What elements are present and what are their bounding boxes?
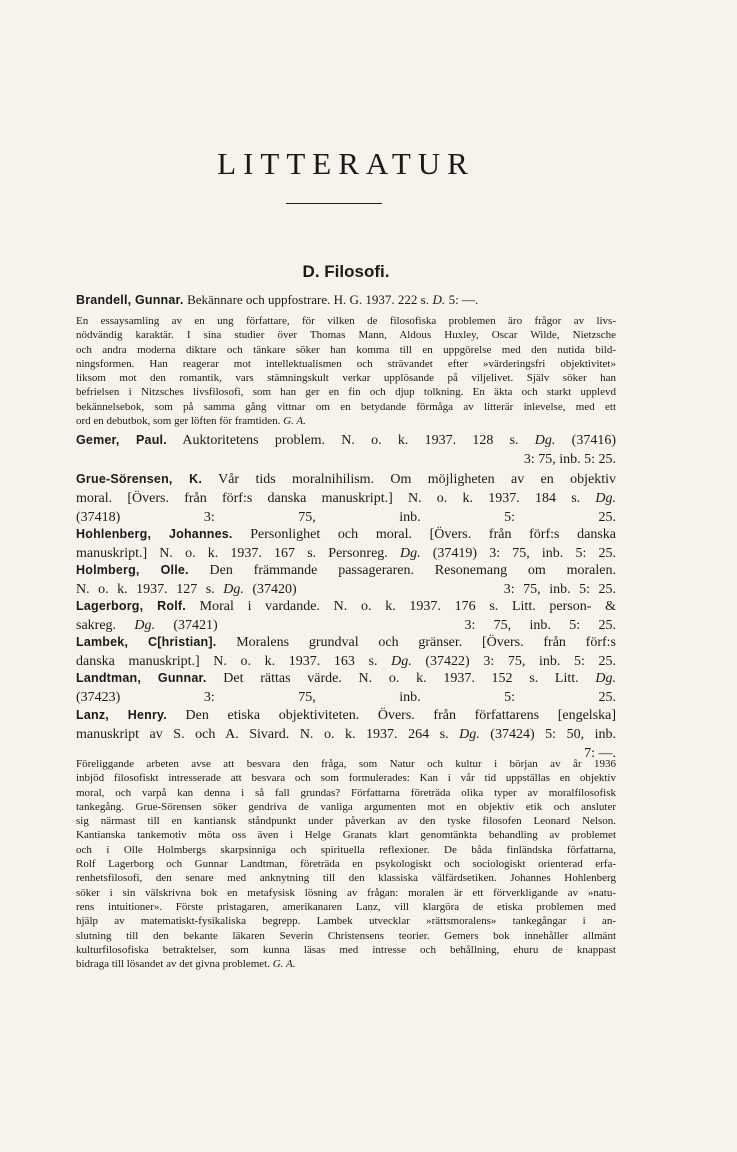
entry-hohlenberg [76,525,616,563]
entry-class-code: Dg. [595,671,616,686]
review-line: kulturfilosofiska betraktelser, som kunna läsas med intresse och behållning, ehuru de knappast [76,943,616,956]
review-brandell [76,314,616,428]
entry-brandell [76,290,616,309]
entry-title-cont: danska manuskript.] N. o. k. 1937. 163 s. [76,654,378,669]
review-signature: G. A. [272,958,296,971]
section-heading: D. Filosofi. [302,262,390,281]
entry-number: (37416) [571,433,616,448]
review-line: bekännelsebok, som på samma gång vittnar om en betydande förmåga av litterär inlevelse, med ett [76,400,616,413]
document-page [76,0,616,1152]
entry-landtman [76,669,616,707]
review-line: En essaysamling av en ung författare, för vilken de filosofiska problemen äro frågor av livs- [76,315,616,327]
entry-title: Personlighet och moral. [Övers. från förf:s danska [250,527,616,542]
entry-number: (37423) [76,690,121,705]
entry-lagerborg [76,597,616,635]
entry-title-cont: moral. [Övers. från förf:s danska manuskript.] N. o. k. 1937. 184 s. [76,491,581,506]
entry-price: 3: 75, inb. 5: 25. [483,654,616,669]
review-text: bidraga till lösandet av det givna problemet. [76,958,270,971]
entry-price-bound: 7: —. [584,746,616,761]
entry-title-cont: manuskript.] N. o. k. 1937. 167 s. Personreg. [76,546,388,561]
review-line: Kantianska tankemotiv möta oss även i Helge Granats klart genomtänkta behandling av problemet [76,829,616,842]
entry-title: Moralens grundval och gränser. [Övers. från förf:s [236,635,616,650]
entry-author: Grue-Sörensen, K. [76,472,202,486]
review-line: befrielsen i Nitzsches livsfilosofi, som han ger en fin och djup tolkning. En äkta och starkt upplevd [76,386,616,399]
entry-number: (37422) [425,654,470,669]
review-line: slutning till den bekante läkaren Severin Christensens teorier. Gemers bok innehåller allmänt [76,929,616,942]
entry-price: 3: 75, inb. 5: 25. [489,546,616,561]
review-line: moral, och varpå kan denna i så fall grundas? Författarna företräda olika typer av moralfilosofisk [76,786,616,799]
entry-number: (37419) [432,546,478,561]
entry-title: Den etiska objektiviteten. Övers. från författarens [engelska] [185,708,616,723]
entry-number: (37421) [173,618,218,633]
review-line: söker i sin välskrivna bok en metafysisk lösning av frågan: moralen är ett förverkligande av »natu- [76,886,616,899]
entry-price: 5: —. [448,292,479,307]
entry-author: Gemer, Paul. [76,433,167,447]
entry-number: (37424) [490,727,535,742]
entry-class-code: Dg. [134,618,156,633]
review-line: rens intuitioner». Förste pristagaren, amerikanaren Lanz, vill klargöra de etiska problemen med [76,900,616,913]
review-line: ningsformen. Han reagerar mot intellektualismen och strävandet efter »värderingsfri objektivitet» [76,357,616,370]
entry-author: Holmberg, Olle. [76,563,189,577]
entry-grue-sorensen [76,470,616,527]
entry-number: (37420) [252,582,297,597]
entry-title: Vår tids moralnihilism. Om möjligheten av en objektiv [218,472,616,487]
review-line: renhetsfilosofi, den senare med anknytning till den klassiska välfärdsetiken. Johannes Hohlenberg [76,872,616,885]
entry-class-code: Dg. [223,582,244,597]
entry-title: Moral i vardande. N. o. k. 1937. 176 s. Litt. person- & [199,599,616,614]
entry-class-code: Dg. [399,546,421,561]
entry-holmberg [76,561,616,599]
entry-author: Brandell, Gunnar. [76,293,184,307]
entry-title: Det rättas värde. N. o. k. 1937. 152 s. Litt. [223,671,579,686]
entry-class-code: Dg. [595,491,616,506]
title-divider [286,203,382,204]
entry-title-cont: manuskript av S. och A. Sivard. N. o. k. 1937. 264 s. [76,727,449,742]
review-text: ord en debutbok, som ger löften för framtiden. [76,415,281,428]
entry-price: 3: 75, inb. 5: 25. [523,452,616,467]
review-line: Föreliggande arbeten avse att besvara den fråga, som Natur och kultur i början av år 1936 [76,758,616,770]
entry-title: Auktoritetens problem. N. o. k. 1937. 128 s. [182,433,519,448]
entry-author: Lanz, Henry. [76,708,167,722]
page-title: LITTERATUR [217,146,475,181]
entry-class-code: Dg. [459,727,480,742]
review-signature: G. A. [283,415,306,428]
entry-gemer [76,431,616,469]
entry-price: 3: 75, inb. 5: 25. [203,690,616,705]
entry-price: 3: 75, inb. 5: 25. [503,582,616,597]
entry-bibliography: Bekännare och uppfostrare. H. G. 1937. 222 s. [187,292,429,307]
review-line: hjälp av matematiskt-fysikaliska begrepp. Lambek utvecklar »rättsmoralens» tankegångar i an- [76,915,616,928]
entry-author: Hohlenberg, Johannes. [76,527,233,541]
entry-lambek [76,633,616,671]
review-collective [76,757,616,971]
review-line: nödvändig karaktär. I sina studier över Thomas Mann, Aldous Huxley, Oscar Wilde, Nietzsche [76,329,616,342]
review-line: sig närmast till en kantiansk ståndpunkt under påverkan av den tyske filosofen Leonard Nelson. [76,815,616,828]
entry-class-code: Dg. [534,433,556,448]
review-line: tankegång. Grue-Sörensen söker gendriva de vanliga argumenten mot en objektiv etik och ansluter [76,800,616,813]
entry-class-code: Dg. [391,654,412,669]
entry-title-cont: sakreg. [76,618,117,633]
review-line: liksom mot den romantik, vars stämningskult verkar upplösande på viljelivet. Själv söker han [76,372,616,385]
entry-title: Den främmande passageraren. Resonemang om moralen. [209,563,616,578]
review-line: och andra moderna diktare och tänkare söker han komma till en uppgörelse med den nutida bild- [76,343,616,356]
entry-title-cont: N. o. k. 1937. 127 s. [76,582,215,597]
entry-class-code: D. [432,292,446,307]
entry-author: Lambek, C[hristian]. [76,635,217,649]
review-line [76,957,616,971]
entry-author: Landtman, Gunnar. [76,671,207,685]
review-line: Rolf Lagerborg och Gunnar Landtman, företräda en psykologiskt och sociologiskt orienterad erfa- [76,858,616,871]
review-line: och i Olle Holmbergs skarpsinniga och spirituella reflexioner. De båda finländska författarna, [76,843,616,856]
entry-price: 5: 50, inb. [545,727,616,742]
entry-price: 3: 75, inb. 5: 25. [464,618,616,633]
entry-lanz [76,706,616,763]
entry-number: (37418) [76,510,121,525]
entry-price: 3: 75, inb. 5: 25. [203,510,616,525]
entry-author: Lagerborg, Rolf. [76,599,186,613]
review-line [76,414,616,428]
review-line: inbjöd filosofiskt intresserade att besvara och som formulerades: Kan i vår tid uppställas en objektiv [76,772,616,785]
